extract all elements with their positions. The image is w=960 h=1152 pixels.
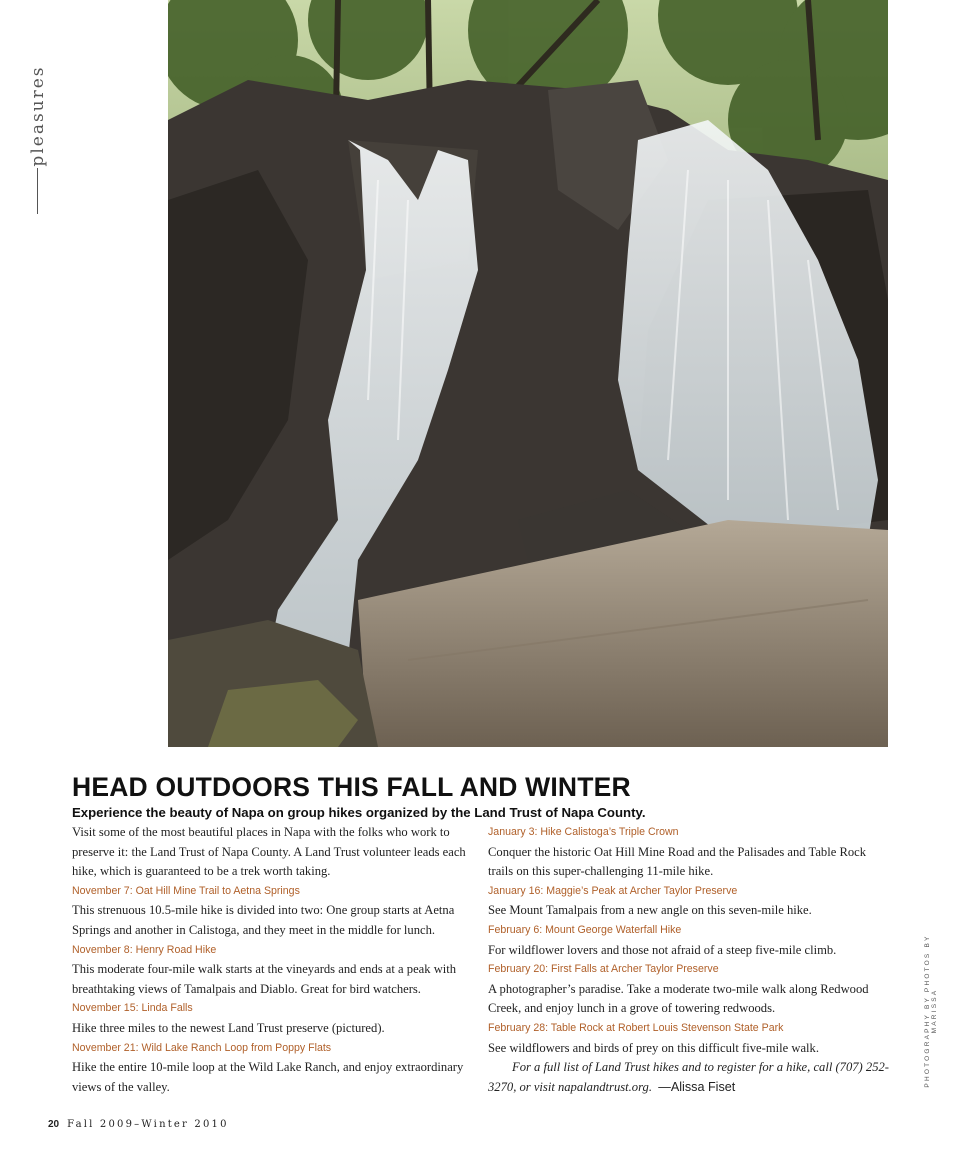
event-title: February 28: Table Rock at Robert Louis Stevenson State Park: [488, 1021, 784, 1034]
event-description: Conquer the historic Oat Hill Mine Road and the Palisades and Table Rock trails on this super-challenging 11-mile hike.: [488, 844, 867, 879]
event-description: This strenuous 10.5-mile hike is divided into two: One group starts at Aetna Springs and another in Calistoga, and they meet in the middle for lunch.: [72, 903, 455, 937]
page-number: 20: [48, 1119, 60, 1130]
event-description: See wildflowers and birds of prey on this difficult five-mile walk.: [488, 1040, 819, 1055]
deck: Experience the beauty of Napa on group hikes organized by the Land Trust of Napa County.: [72, 805, 646, 820]
event-title: February 20: First Falls at Archer Taylor Preserve: [488, 963, 719, 976]
closing-note: [488, 1058, 890, 1097]
event-title: January 3: Hike Calistoga’s Triple Crown: [488, 826, 679, 838]
section-label: pleasures: [28, 65, 48, 167]
event-title: November 15: Linda Falls: [72, 1002, 193, 1015]
event-description: Hike three miles to the newest Land Trust preserve (pictured).: [72, 1020, 385, 1035]
event-title: November 8: Henry Road Hike: [72, 943, 217, 956]
waterfall-illustration: [168, 0, 888, 747]
intro-paragraph: Visit some of the most beautiful places in Napa with the folks who work to preserve it: the Land Trust of Napa County. A Land Trust volunteer leads each hike, which is guaranteed to be a trek worth taking.: [72, 825, 466, 879]
author-signature: —Alissa Fiset: [658, 1079, 736, 1094]
waterfall-photo: [168, 0, 888, 747]
event-title: February 6: Mount George Waterfall Hike: [488, 923, 682, 936]
event-title: January 16: Maggie’s Peak at Archer Taylor Preserve: [488, 884, 738, 897]
event-title: November 21: Wild Lake Ranch Loop from Poppy Flats: [72, 1041, 332, 1054]
section-tag: [18, 38, 58, 188]
event-description: This moderate four-mile walk starts at the vineyards and ends at a peak with breathtaking views of Tamalpais and Diablo. Great for bird watchers.: [72, 962, 457, 996]
headline: HEAD OUTDOORS THIS FALL AND WINTER: [72, 772, 631, 802]
left-column: [72, 823, 468, 1097]
folio: [48, 1119, 229, 1130]
photo-credit: PHOTOGRAPHY BY PHOTOS BY MARISSA: [924, 934, 938, 1088]
event-description: For wildflower lovers and those not afraid of a steep five-mile climb.: [488, 942, 837, 957]
event-description: A photographer’s paradise. Take a moderate two-mile walk along Redwood Creek, and enjoy lunch in a grove of towering redwoods.: [488, 981, 869, 1016]
right-column: [488, 823, 890, 1097]
issue-label: Fall 2009–Winter 2010: [67, 1119, 229, 1130]
event-description: See Mount Tamalpais from a new angle on this seven-mile hike.: [488, 903, 812, 918]
closing-text: For a full list of Land Trust hikes and to register for a hike, call (707) 252-3270, or visit napalandtrust.org.: [488, 1060, 889, 1094]
event-description: Hike the entire 10-mile loop at the Wild Lake Ranch, and enjoy extraordinary views of the valley.: [72, 1060, 464, 1094]
event-title: November 7: Oat Hill Mine Trail to Aetna Springs: [72, 884, 300, 897]
